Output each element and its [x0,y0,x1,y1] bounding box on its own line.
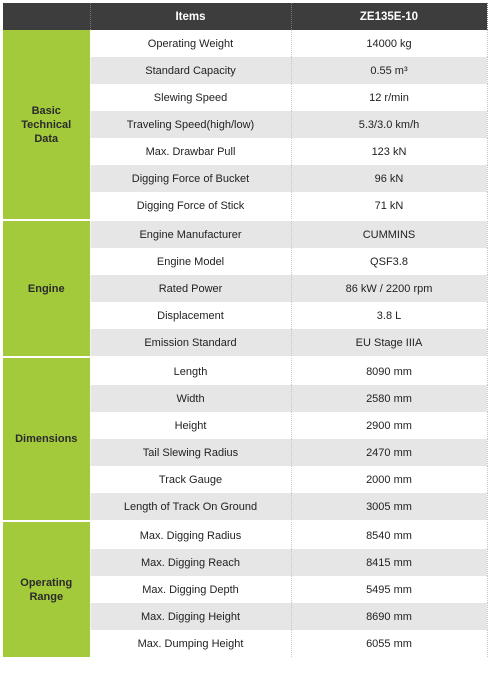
spec-item: Max. Dumping Height [90,630,291,658]
spec-value: 5.3/3.0 km/h [291,111,487,138]
spec-item: Digging Force of Bucket [90,165,291,192]
spec-item: Engine Manufacturer [90,220,291,248]
spec-item: Digging Force of Stick [90,192,291,220]
spec-value: 8415 mm [291,549,487,576]
group-label: Dimensions [3,357,90,521]
spec-table [3,3,488,659]
spec-item: Standard Capacity [90,57,291,84]
header-blank-cell [3,3,90,30]
spec-item: Track Gauge [90,466,291,493]
spec-item: Tail Slewing Radius [90,439,291,466]
spec-value: CUMMINS [291,220,487,248]
spec-value: 96 kN [291,165,487,192]
spec-item: Emission Standard [90,329,291,357]
spec-value: 86 kW / 2200 rpm [291,275,487,302]
table-row [3,521,487,549]
spec-item: Length [90,357,291,385]
spec-value: 14000 kg [291,30,487,57]
spec-value: 123 kN [291,138,487,165]
header-items: Items [90,3,291,30]
spec-item: Max. Digging Reach [90,549,291,576]
spec-value: 0.55 m³ [291,57,487,84]
spec-value: EU Stage IIIA [291,329,487,357]
spec-item: Rated Power [90,275,291,302]
spec-item: Traveling Speed(high/low) [90,111,291,138]
spec-item: Engine Model [90,248,291,275]
spec-value: 12 r/min [291,84,487,111]
spec-value: 8090 mm [291,357,487,385]
header-model: ZE135E-10 [291,3,487,30]
spec-item: Width [90,385,291,412]
spec-item: Max. Digging Depth [90,576,291,603]
table-row [3,220,487,248]
table-row [3,357,487,385]
spec-value: 8540 mm [291,521,487,549]
spec-value: 2470 mm [291,439,487,466]
spec-item: Max. Digging Height [90,603,291,630]
spec-body [3,30,487,658]
spec-value: 3005 mm [291,493,487,521]
spec-value: 71 kN [291,192,487,220]
spec-item: Operating Weight [90,30,291,57]
spec-item: Max. Digging Radius [90,521,291,549]
spec-value: 3.8 L [291,302,487,329]
spec-value: 6055 mm [291,630,487,658]
spec-value: 5495 mm [291,576,487,603]
spec-value: 8690 mm [291,603,487,630]
spec-value: 2900 mm [291,412,487,439]
spec-value: QSF3.8 [291,248,487,275]
spec-item: Height [90,412,291,439]
spec-item: Length of Track On Ground [90,493,291,521]
spec-item: Max. Drawbar Pull [90,138,291,165]
spec-value: 2580 mm [291,385,487,412]
group-label: Basic Technical Data [3,30,90,220]
group-label: Operating Range [3,521,90,658]
spec-value: 2000 mm [291,466,487,493]
table-row [3,30,487,57]
group-label: Engine [3,220,90,357]
spec-item: Slewing Speed [90,84,291,111]
spec-item: Displacement [90,302,291,329]
header-row [3,3,487,30]
